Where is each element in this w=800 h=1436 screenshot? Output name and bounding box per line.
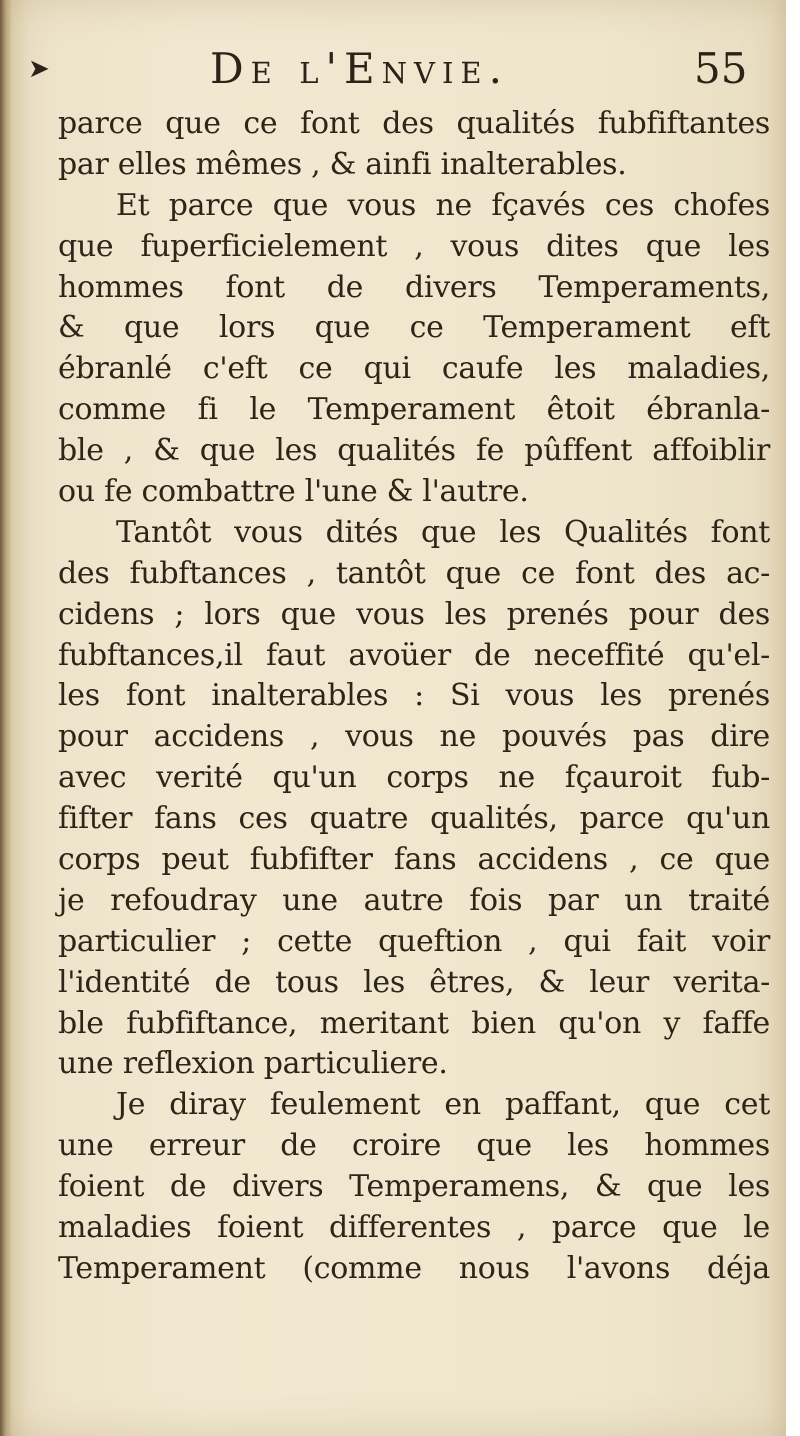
text-line: Je diray feulement en paffant, que cet: [116, 1087, 770, 1123]
text-line: une erreur de croire que les hommes: [58, 1128, 770, 1164]
text-line: comme fi le Temperament êtoit ébranla-: [58, 392, 770, 428]
text-line: Tantôt vous dités que les Qualités font: [116, 514, 770, 550]
text-line: par elles mêmes , & ainfi inalterables.: [58, 146, 627, 182]
body-text: [58, 104, 770, 1290]
text-line: parce que ce font des qualités fubfiftantes: [58, 106, 770, 141]
text-line: corps peut fubfifter fans accidens , ce que: [58, 842, 770, 878]
text-line: pour accidens , vous ne pouvés pas dire: [58, 719, 770, 755]
text-line: les font inalterables : Si vous les prenés: [58, 678, 770, 714]
text-line: particulier ; cette queftion , qui fait voir: [58, 923, 770, 959]
text-line: fifter fans ces quatre qualités, parce qu'un: [58, 801, 770, 837]
text-line: ou fe combattre l'une & l'autre.: [58, 474, 529, 510]
text-line: l'identité de tous les êtres, & leur verita-: [58, 964, 770, 1000]
text-line: ébranlé c'eft ce qui caufe les maladies,: [58, 351, 770, 387]
text-line: Et parce que vous ne fçavés ces chofes: [116, 187, 770, 223]
text-line: Temperament (comme nous l'avons déja: [58, 1250, 770, 1286]
text-line: une reflexion particuliere.: [58, 1046, 448, 1082]
page-spine-shadow: [0, 0, 12, 1436]
running-title: De l'Envie.: [210, 44, 509, 93]
text-line: ble fubfiftance, meritant bien qu'on y faffe: [58, 1005, 770, 1041]
text-line: des fubftances , tantôt que ce font des ac-: [58, 555, 770, 591]
text-line: foient de divers Temperamens, & que les: [58, 1169, 770, 1205]
text-line: avec verité qu'un corps ne fçauroit fub-: [58, 760, 770, 796]
text-line: maladies foient differentes , parce que le: [58, 1210, 770, 1246]
text-line: hommes font de divers Temperaments,: [58, 269, 770, 305]
text-line: & que lors que ce Temperament eft: [58, 310, 770, 346]
text-line: que fuperficielement , vous dites que les: [58, 228, 770, 264]
pointer-mark-icon: ➤: [28, 54, 50, 84]
text-line: ble , & que les qualités fe pûffent affoiblir: [58, 433, 770, 469]
text-line: fubftances,il faut avoüer de neceffité qu'el-: [58, 637, 770, 673]
page-number: 55: [694, 44, 748, 93]
text-line: je refoudray une autre fois par un traité: [58, 882, 770, 918]
running-header: [0, 40, 786, 100]
text-line: cidens ; lors que vous les prenés pour des: [58, 596, 770, 632]
